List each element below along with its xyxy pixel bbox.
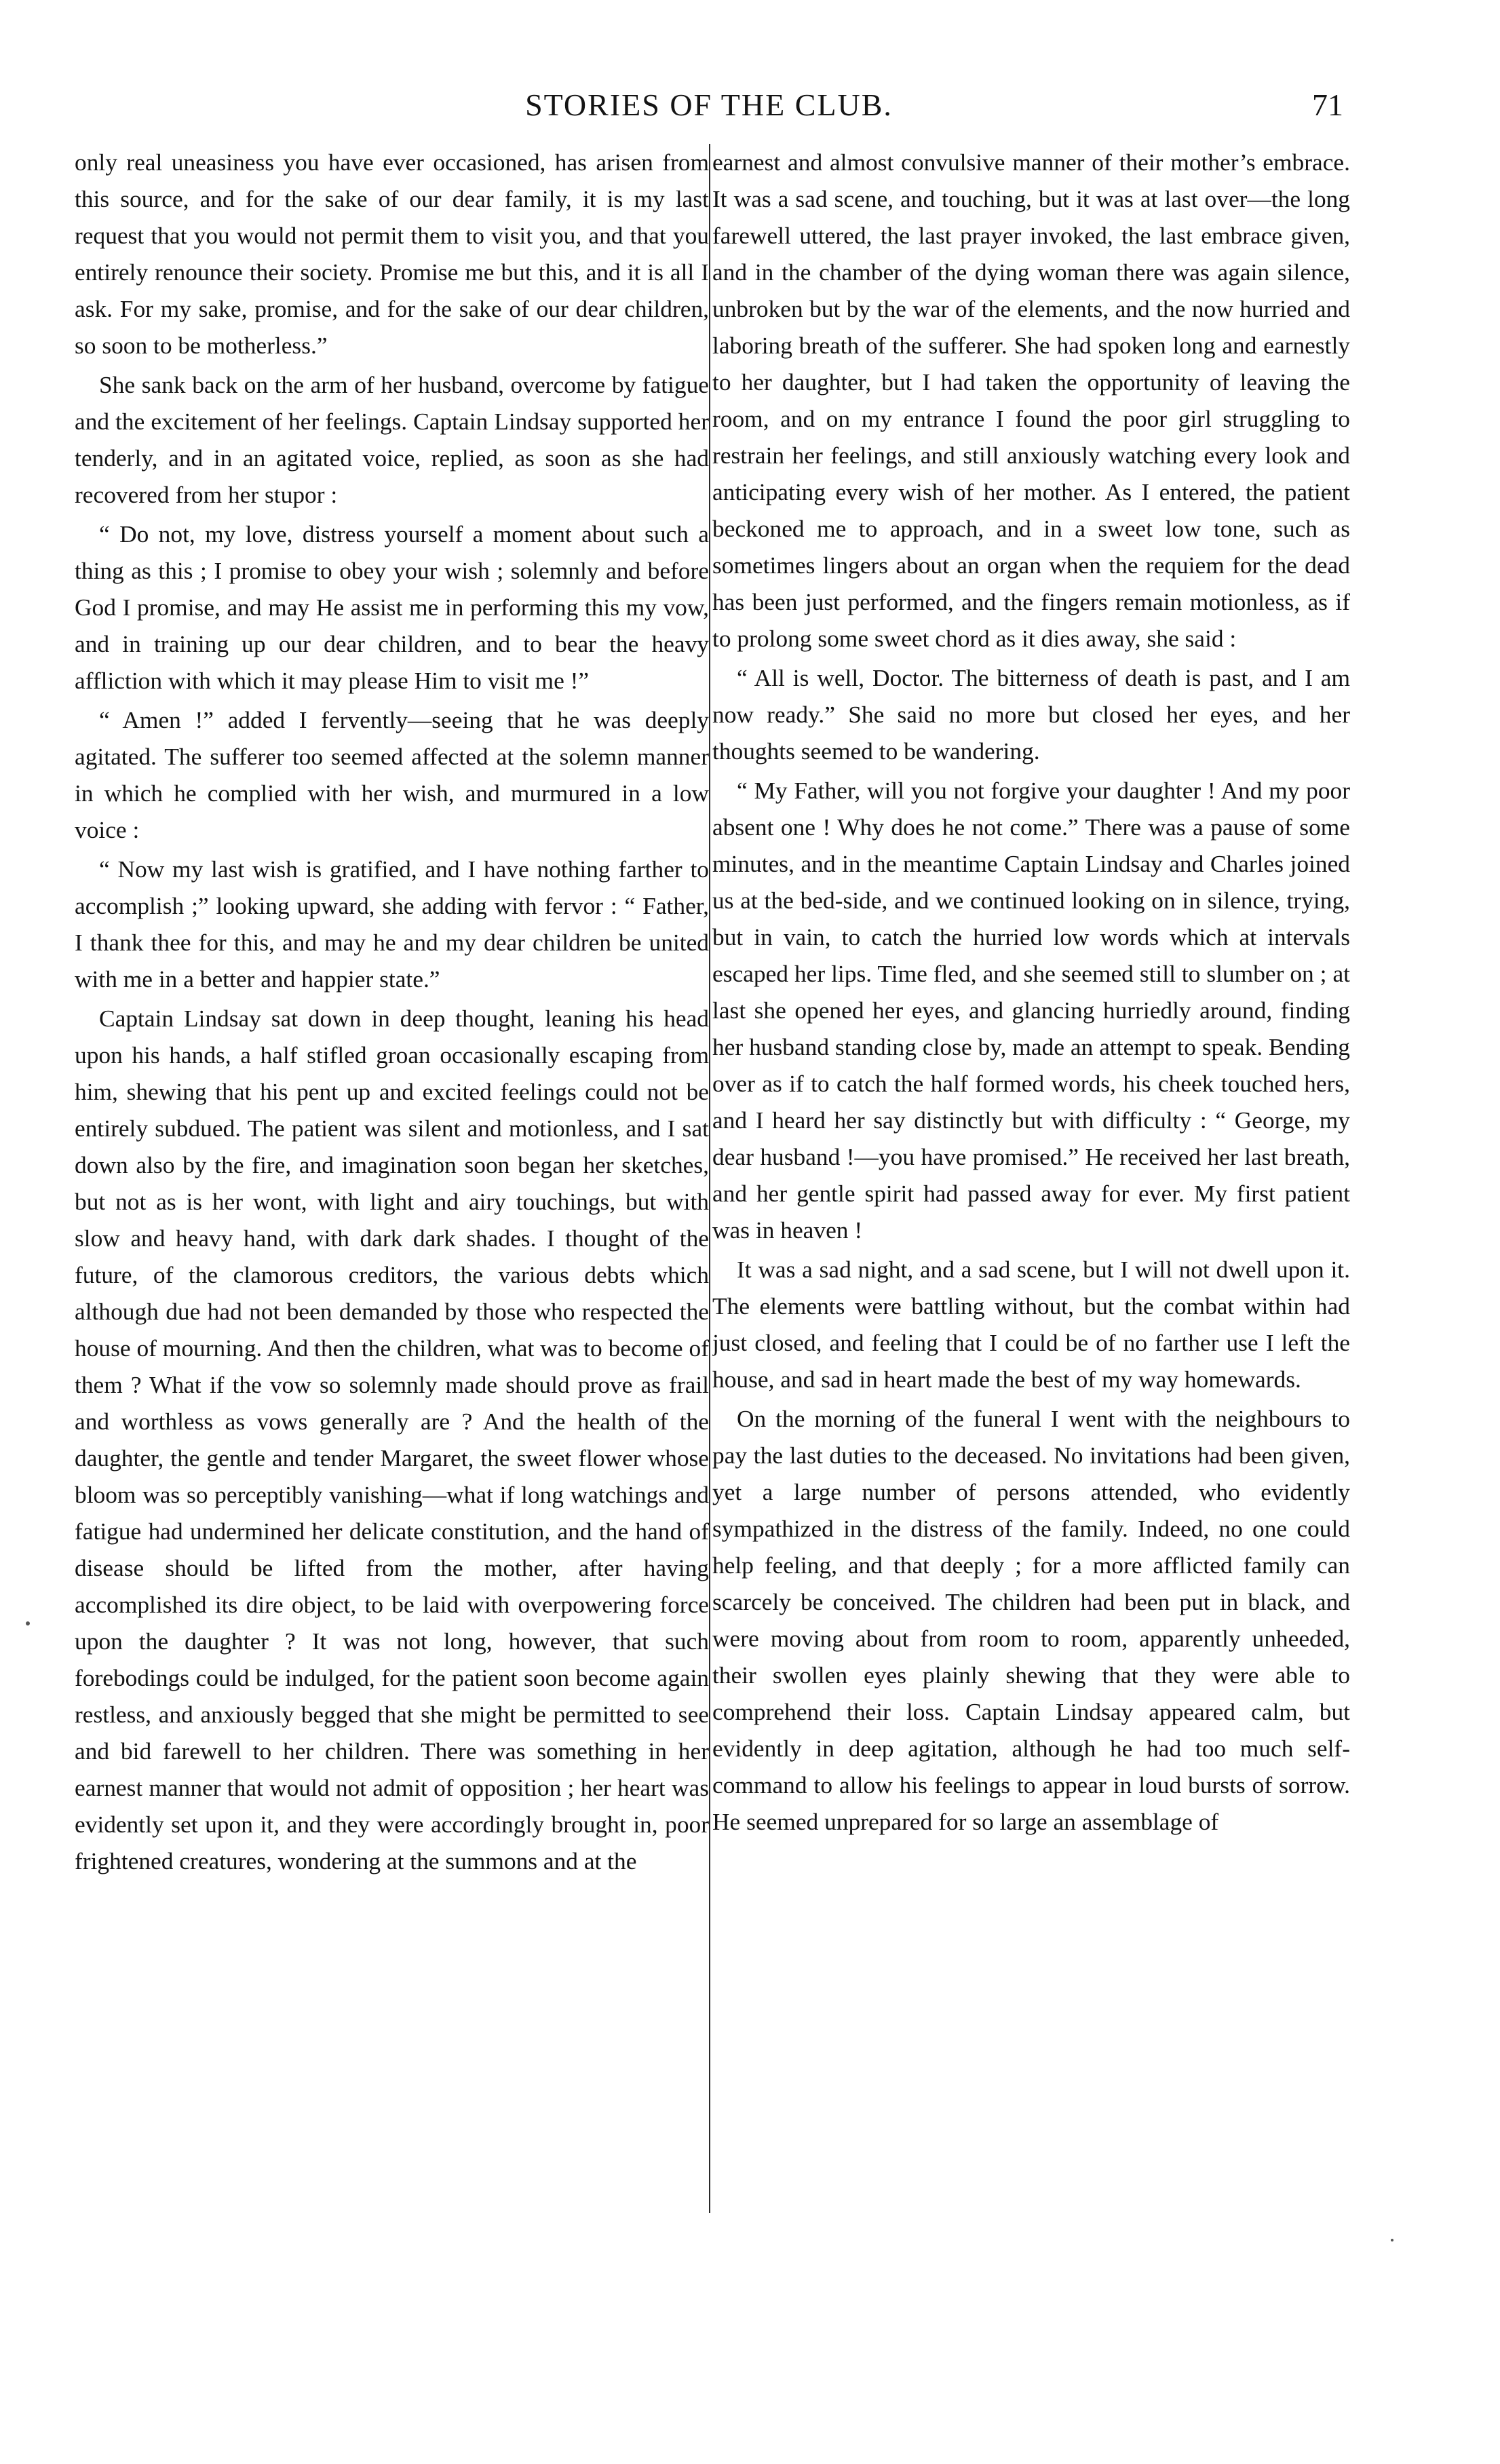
running-title: STORIES OF THE CLUB.	[525, 88, 893, 122]
paragraph: “ All is well, Doctor. The bitterness of death is past, and I am now ready.” She said no more but closed her eyes, and her thoughts seemed to be wandering.	[712, 664, 1350, 765]
paragraph: On the morning of the funeral I went with the neighbours to pay the last duties to the deceased. No invitations had been given, yet a large number of persons attended, who evidently sympathized in the distress of the family. Indeed, no one could help feeling, and that deeply ; for a more afflicted family can scarcely be conceived. The children had been put in black, and were moving about from room to room, apparently unheeded, their swollen eyes plainly shewing that they were able to comprehend their loss. Captain Lindsay appeared calm, but evidently in deep agitation, although he had too much self-command to allow his feelings to appear in loud bursts of sorrow. He seemed unprepared for so large an assemblage of	[712, 1405, 1350, 1835]
paragraph: “ Do not, my love, distress yourself a moment about such a thing as this ; I promise to obey your wish ; solemnly and before God I promise, and may He assist me in performing this my vow, and in training up our dear children, and to bear the heavy affliction with which it may please Him to visit me !”	[75, 520, 709, 694]
ink-speck	[1391, 2239, 1393, 2241]
paragraph: “ Amen !” added I fervently—seeing that he was deeply agitated. The sufferer too seemed affected at the solemn manner in which he complied with her wish, and murmured in a low voice :	[75, 706, 709, 843]
paragraph: earnest and almost convulsive manner of their mother’s embrace. It was a sad scene, and touching, but it was at last over—the long farewell uttered, the last prayer invoked, the last embrace given, and in the chamber of the dying woman there was again silence, unbroken but by the war of the elements, and the now hurried and laboring breath of the sufferer. She had spoken long and earnestly to her daughter, but I had taken the opportunity of leaving the room, and on my entrance I found the poor girl struggling to restrain her feelings, and still anxiously watching every look and anticipating every wish of her mother. As I entered, the patient beckoned me to approach, and in a sweet low tone, such as sometimes lingers about an organ when the requiem for the dead has been just performed, and the fingers remain motionless, as if to prolong some sweet chord as it dies away, she said :	[712, 149, 1350, 652]
paragraph: “ My Father, will you not forgive your daughter ! And my poor absent one ! Why does he not come.” There was a pause of some minutes, and in the meantime Captain Lindsay and Charles joined us at the bed-side, and we continued looking on in silence, trying, but in vain, to catch the hurried low words which at intervals escaped her lips. Time fled, and she seemed still to slumber on ; at last she opened her eyes, and glancing hurriedly around, finding her husband standing close by, made an attempt to speak. Bending over as if to catch the half formed words, his cheek touched hers, and I heard her say distinctly but with difficulty : “ George, my dear husband !—you have promised.” He received her last breath, and her gentle spirit had passed away for ever. My first patient was in heaven !	[712, 777, 1350, 1244]
paragraph: It was a sad night, and a sad scene, but I will not dwell upon it. The elements were battling without, but the combat within had just closed, and feeling that I could be of no farther use I left the house, and sad in heart made the best of my way homewards.	[712, 1256, 1350, 1393]
page-number: 71	[1312, 88, 1343, 122]
page-header	[75, 87, 1343, 128]
paragraph: “ Now my last wish is gratified, and I have nothing farther to accomplish ;” looking upward, she adding with fervor : “ Father, I thank thee for this, and may he and my dear children be united with me in a better and happier state.”	[75, 855, 709, 993]
paragraph: Captain Lindsay sat down in deep thought, leaning his head upon his hands, a half stifled groan occasionally escaping from him, shewing that his pent up and excited feelings could not be entirely subdued. The patient was silent and motionless, and I sat down also by the fire, and imagination soon began her sketches, but not as is her wont, with light and airy touchings, but with slow and heavy hand, with dark dark shades. I thought of the future, of the clamorous creditors, the various debts which although due had not been demanded by those who respected the house of mourning. And then the children, what was to become of them ? What if the vow so solemnly made should prove as frail and worthless as vows generally are ? And the health of the daughter, the gentle and tender Margaret, the sweet flower whose bloom was so perceptibly vanishing—what if long watchings and fatigue had undermined her delicate constitution, and the hand of disease should be lifted from the mother, after having accomplished its dire object, to be laid with overpowering force upon the daughter ? It was not long, however, that such forebodings could be indulged, for the patient soon become again restless, and anxiously begged that she might be permitted to see and bid farewell to her children. There was something in her earnest manner that would not admit of opposition ; her heart was evidently set upon it, and they were accordingly brought in, poor frightened creatures, wondering at the summons and at the	[75, 1005, 709, 1874]
paragraph: She sank back on the arm of her husband, overcome by fatigue and the excitement of her feelings. Captain Lindsay supported her tenderly, and in an agitated voice, replied, as soon as she had recovered from her stupor :	[75, 371, 709, 508]
right-column	[712, 144, 1350, 2213]
left-column	[75, 144, 709, 2213]
paragraph: only real uneasiness you have ever occasioned, has arisen from this source, and for the sake of our dear family, it is my last request that you would not permit them to visit you, and that you entirely renounce their society. Promise me but this, and it is all I ask. For my sake, promise, and for the sake of our dear children, so soon to be motherless.”	[75, 149, 709, 359]
column-divider	[709, 144, 710, 2213]
ink-speck	[26, 1621, 30, 1625]
